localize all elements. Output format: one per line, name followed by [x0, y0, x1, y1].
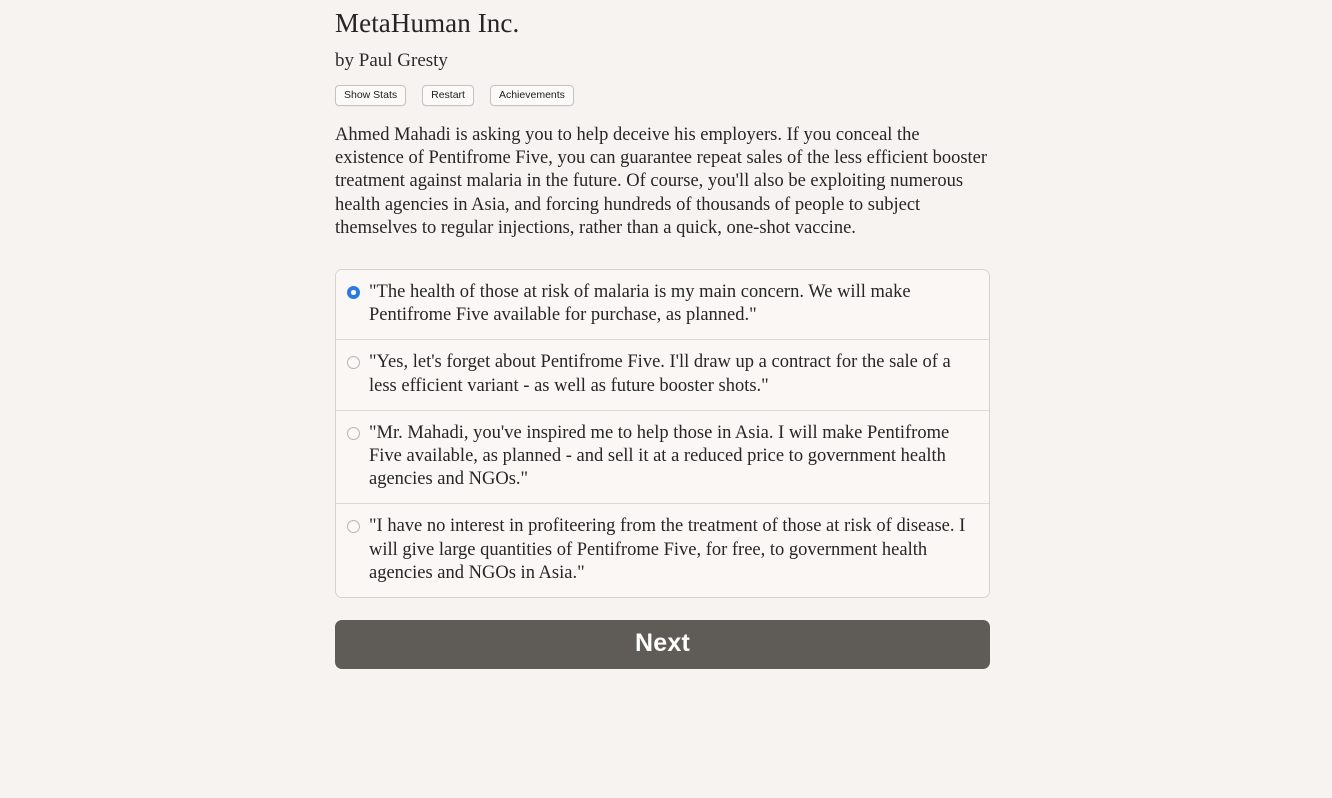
choice-label-1: "The health of those at risk of malaria is my main concern. We will make Pentifrome Five available for purchase, as planned."	[369, 282, 911, 326]
radio-icon-2[interactable]	[347, 356, 360, 369]
radio-icon-3[interactable]	[347, 427, 360, 440]
toolbar	[335, 85, 990, 106]
choice-option-1[interactable]	[336, 270, 989, 340]
choice-label-3: "Mr. Mahadi, you've inspired me to help those in Asia. I will make Pentifrome Five available, as planned - and sell it at a reduced price to government health agencies and NGOs."	[369, 422, 950, 490]
radio-icon-4[interactable]	[347, 520, 360, 533]
radio-icon-1[interactable]	[347, 286, 360, 299]
author-byline: by Paul Gresty	[335, 50, 448, 71]
show-stats-button[interactable]: Show Stats	[335, 85, 406, 106]
choice-label-2: "Yes, let's forget about Pentifrome Five. I'll draw up a contract for the sale of a less efficient variant - as well as future booster shots."	[369, 352, 951, 396]
game-container	[335, 0, 990, 669]
achievements-button[interactable]: Achievements	[490, 85, 574, 106]
choice-option-4[interactable]	[336, 504, 989, 597]
page-title: MetaHuman Inc.	[335, 8, 520, 38]
next-button[interactable]: Next	[335, 620, 990, 669]
choice-option-3[interactable]	[336, 411, 989, 505]
restart-button[interactable]: Restart	[422, 85, 474, 106]
choices-panel	[335, 269, 990, 598]
choice-option-2[interactable]	[336, 340, 989, 410]
choice-label-4: "I have no interest in profiteering from the treatment of those at risk of disease. I will give large quantities of Pentifrome Five, for free, to government health agencies and NGOs in Asia."	[369, 516, 966, 583]
story-paragraph: Ahmed Mahadi is asking you to help deceive his employers. If you conceal the existence of Pentifrome Five, you can guarantee repeat sales of the less efficient booster treatment against malaria in the future. Of course, you'll also be exploiting numerous health agencies in Asia, and forcing hundreds of thousands of people to subject themselves to regular injections, rather than a quick, one-shot vaccine.	[335, 125, 988, 238]
